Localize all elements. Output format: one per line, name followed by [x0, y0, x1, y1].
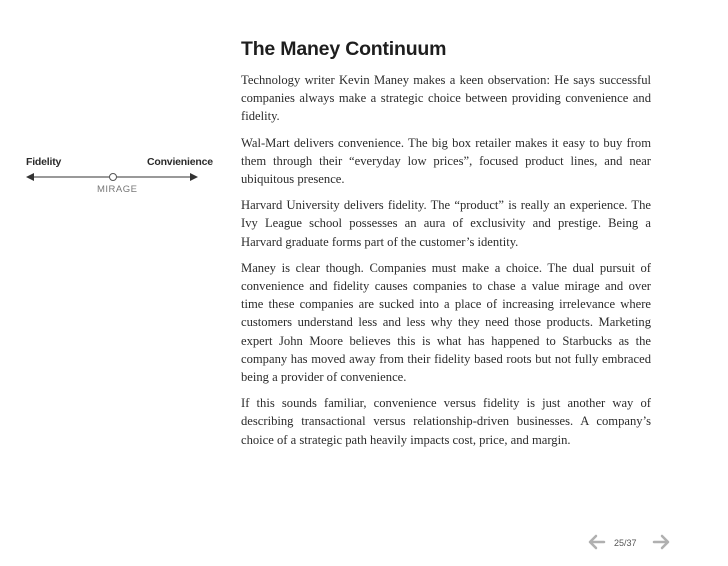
paragraph: If this sounds familiar, convenience versus fidelity is just another way of describing transactional versus relationship-driven businesses. A company’s choice of a strategic path heavily impacts cost, price, and margin. [241, 396, 651, 447]
article [241, 38, 651, 457]
arrow-right-icon [652, 532, 672, 552]
page-indicator: 25/37 [614, 538, 637, 548]
paragraph: Harvard University delivers fidelity. The “product” is really an experience. The Ivy League school possesses an aura of exclusivity and prestige. Being a Harvard graduate forms part of the customer’s identity. [241, 198, 651, 249]
fidelity-label: Fidelity [26, 156, 62, 168]
page-title: The Maney Continuum [241, 38, 447, 60]
previous-page-button[interactable] [586, 532, 606, 557]
pagination [586, 532, 676, 556]
convenience-label: Convienience [147, 156, 213, 168]
paragraph: Wal-Mart delivers convenience. The big box retailer makes it easy to buy from them through their “everyday low prices”, focused product lines, and near ubiquitous presence. [241, 135, 651, 187]
mirage-label: MIRAGE [97, 184, 138, 195]
paragraph: Maney is clear though. Companies must make a choice. The dual pursuit of convenience and fidelity causes companies to chase a value mirage and over time these companies are sucked into a place of increasing irrelevance where customers understand less and less why they need those products. Marketing expert John Moore believes this is what has happened to Starbucks as the company has moved away from their fidelity based roots but not fully embraced being a provider of convenience. [241, 260, 651, 385]
paragraph: Technology writer Kevin Maney makes a keen observation: He says successful companies always make a strategic choice between providing convenience and fidelity. [241, 73, 651, 124]
next-page-button[interactable] [652, 532, 672, 557]
arrow-left-icon [586, 532, 606, 552]
continuum-diagram [0, 150, 213, 200]
